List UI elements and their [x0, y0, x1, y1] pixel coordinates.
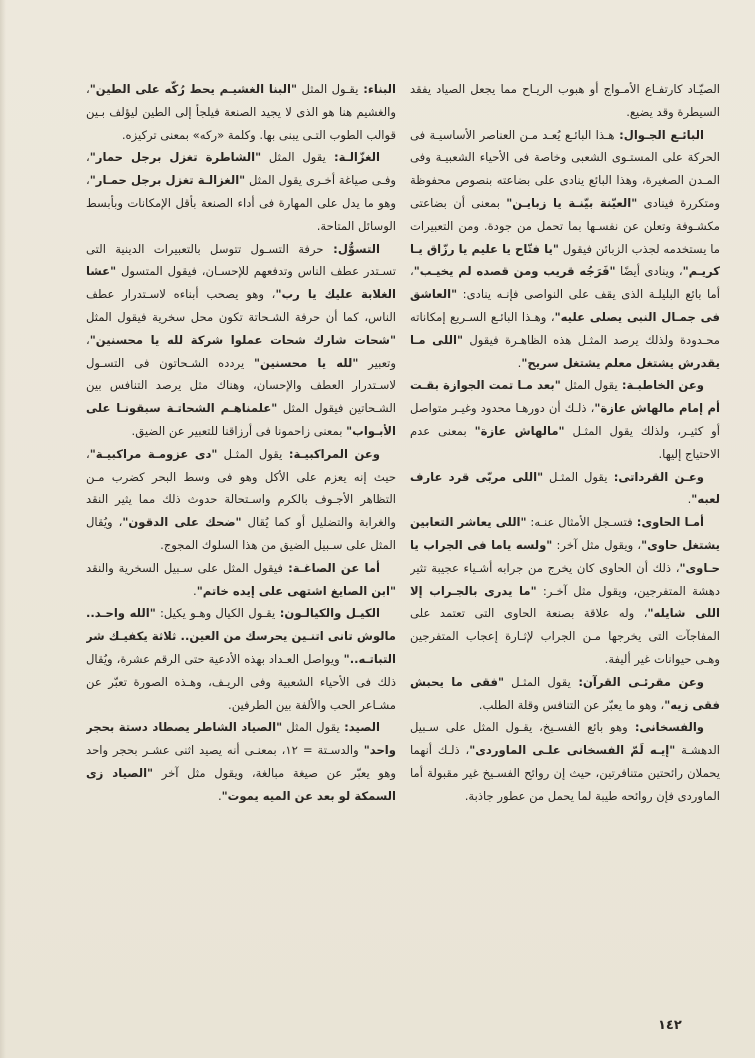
proverb-quote: "اللى مربّى قرد عارف لعبه"	[410, 469, 720, 507]
proverb-quote: "مالهاش عازة"	[474, 423, 565, 438]
proverb-quote: "ابن الصايغ اشتهى على إيده خاتم"	[196, 583, 396, 598]
body-text: هـذا البائـع يُعـد مـن العناصر الأساسيـة فى الحركة على المستـوى الشعبى وخاصة فى الأحياء الشعبيـة وفى المـدن الصغيرة، وهذا البائع ينادى على بضاعته بنصوص محفوظة ومتكررة فينادى	[410, 127, 720, 210]
body-text: .	[193, 583, 197, 598]
proverb-quote: "الصياد الشاطر يصطاد دستة بحجر واحد"	[86, 720, 396, 758]
left-text-column	[86, 78, 396, 1008]
body-text: يردده الشـحاتون فى التسـول لاسـتدرار العطف والإحسان، وهناك مثل يرصد التنافس بين الشـحاتين فيقول المثل	[86, 355, 396, 416]
section-term: التسوُّل:	[323, 241, 381, 256]
body-text: ، وهو ما يعبّر عن التنافس وقلة الطلب.	[478, 697, 665, 712]
body-text: بمعنى أن بضاعتى مكشـوفة وتعلن عن نفسـها بما تحمل من جودة. ومن التعبيرات ما يستخدمه لجذب الزبائن فيقول	[410, 195, 720, 256]
paragraph	[86, 146, 396, 237]
proverb-quote: "الله واحـد.. مالوش تانى اتنـين يحرسك من العين.. ثلاثة يكفيـك شر التباتـه.."	[86, 606, 396, 666]
body-text: ، وينادى أيضًا	[615, 264, 683, 279]
page-fold-shadow	[0, 0, 6, 1058]
body-text: ، وفـى صياغة أخـرى يقول المثل	[86, 150, 396, 188]
paragraph	[410, 466, 720, 512]
section-term: وعن مقرئـى القرآن:	[570, 674, 704, 689]
body-text: ، حيث إنه يعزم على الأكل وهو فى وسط البحر كضرب مـن التظاهر الأجـوف بالكرم واسـتحالة حدوث ذلك مما يثير النقد والغرابة والتضليل أو كما يُقال	[86, 446, 396, 530]
body-text: ، ذلـك أنهما يحملان رائحتين متنافرتين، حيث إن روائح الفسـيخ غير مقبولة أما الماوردى فإن روائحه طيبة لما يحمل من عطور جاذبة.	[410, 743, 720, 803]
proverb-quote: "البنا الغشيـم يحط رُكّه على الطين"	[89, 82, 298, 96]
proverb-quote: "ضحك على الدقون"	[122, 515, 242, 530]
section-term: البناء:	[358, 82, 396, 96]
body-text: ، وهو ما يدل على المهارة فى أداء الصنعة بأقل الإمكانات وبأبسط الوسائل المتاحة.	[86, 173, 396, 233]
body-text: بمعنى زاحمونا فى أرزاقنا للتعبير عن الضيق.	[131, 423, 347, 438]
section-term: أما عن الصاغـة:	[282, 560, 380, 575]
section-term: وعـن القرداتى:	[607, 469, 704, 484]
body-text: بمعنى عدم الاحتياج إليها.	[410, 423, 720, 461]
paragraph	[410, 671, 720, 717]
proverb-quote: "الغزالـة تغزل برجل حمـار"	[89, 173, 246, 188]
body-text: الصيّـاد كارتفـاع الأمـواج أو هبوب الريـاح مما يجعل الصياد يفقد السيطرة وقد يضيع.	[410, 82, 720, 119]
proverb-quote: "عشا الغلابة عليك يا رب"	[86, 264, 396, 302]
paragraph	[410, 124, 720, 375]
proverb-quote: "الصياد زى السمكة لو بعد عن الميه يموت"	[86, 765, 396, 803]
body-text: ، ويقول مثل آخر:	[552, 537, 642, 552]
body-text: يقـول الكيال وهـو يكيل:	[155, 606, 276, 621]
paragraph	[86, 78, 396, 146]
body-text: يقول المثل	[560, 378, 618, 393]
body-text: ، وهـذا البائـع السـريع إمكاناته محـدودة ولذلك يرصد المثـل هذه الظاهـرة فيقول	[410, 309, 720, 347]
proverb-quote: "شحات شارك شحات عملوا شركة لله يا محسنين"	[89, 332, 396, 347]
body-text: ، والغشيم هنا هو الذى لا يجيد الصنعة فيلجأ إلى الطين ليؤلف بـين قوالب الطوب التـى يبنى بها. وكلمة «ركه» بمعنى تركيزه.	[86, 82, 396, 142]
paragraph	[86, 716, 396, 807]
body-text: .	[687, 492, 692, 507]
proverb-quote: "فقى ما يحبش فقى زيه"	[410, 674, 720, 712]
body-text: .	[517, 355, 522, 370]
body-text: يقول المثـل	[217, 446, 283, 461]
paragraph	[86, 557, 396, 603]
paragraph	[86, 602, 396, 716]
section-term: أمـا الحاوى:	[632, 515, 704, 530]
paragraph	[86, 443, 396, 557]
body-text: ، وتعبير	[86, 332, 396, 370]
proverb-quote: "ما يدرى بالجـراب إلا اللى شايله"	[410, 583, 720, 621]
body-text: يقول المثل	[261, 150, 326, 165]
paragraph	[410, 511, 720, 671]
body-text: والدسـتة = ١٢، بمعنـى أنه يصيد اثنى عشـر بحجر واحد وهو يعبّر عن صيغة مبالغة، ويقول مثل آخر	[86, 743, 396, 780]
section-term: الكيـل والكيالـون:	[275, 606, 380, 621]
proverb-quote: "العيّنة بيّنـة يا زبايـن"	[506, 195, 638, 210]
body-text: ويواصل العـداد بهذه الأدعية حتى الرقم عشرة، ويُقال ذلك فى الأحياء الشعبية وفى الريـف، وهـذه الصورة تعبّر عن مشـاعر الحب والألفة بين الطرفين.	[86, 651, 396, 712]
proverb-quote: "اللى يعاشر التعابين يشتغل حاوى"	[410, 515, 720, 552]
proverb-quote: "فَرَجُه قريب ومن قصده لم يخيـب"	[413, 264, 616, 279]
proverb-quote: "دى عزومـة مراكبيـة"	[89, 446, 218, 461]
paragraph	[410, 716, 720, 807]
body-text: ، أما بائع البليلـة الذى يقف على النواصى فإنـه ينادى:	[410, 264, 720, 302]
proverb-quote: "يا فتّاح يا عليم يا رزّاق يـا كريـم"	[410, 241, 720, 279]
body-text: ، وله علاقة بصنعة الحاوى التى تعتمد على المفاجآت التى يخرجها مـن الجراب لإثـارة إعجاب المتفرجين وهـى حيوانات غير أليفة.	[410, 606, 720, 666]
body-text: .	[217, 788, 222, 803]
paragraph	[86, 238, 396, 443]
body-text: يقول المثـل	[504, 674, 571, 689]
proverb-quote: "ولسه ياما فى الجراب يا حـاوى"	[410, 537, 720, 575]
section-term: الغزّالـة:	[325, 150, 380, 165]
proverb-quote: "بعد مـا تمت الجوازة بقـت أم إمام مالهاش عازة"	[410, 378, 720, 416]
section-term: وعن الخاطبـة:	[617, 378, 704, 393]
body-text: ، ذلـك أن دورهـا محدود وغيـر متواصل أو كثيـر، ولذلك يقول المثـل	[410, 401, 720, 438]
proverb-quote: "لله يا محسنين"	[254, 355, 359, 370]
right-text-column	[410, 78, 720, 1008]
page-number: ١٤٢	[658, 1018, 682, 1033]
proverb-quote: "العاشق فى جمـال النبى يصلى عليه"	[410, 287, 720, 324]
section-term: والفسخانى:	[627, 720, 704, 735]
body-text: فتسـجل الأمثال عنـه:	[526, 515, 633, 530]
body-text: حرفة التسـول تتوسل بالتعبيرات الدينية التى تسـتدر عطف الناس وتدفعهم للإحسـان، فيقول المتسول	[86, 241, 396, 279]
body-text: يقـول المثل	[297, 82, 359, 96]
section-term: البائـع الجـوال:	[614, 127, 704, 142]
paragraph	[410, 78, 720, 124]
section-term: الصيد:	[339, 720, 380, 735]
body-text: يقول المثـل	[543, 469, 608, 484]
proverb-quote: "إيـه لَمّ الفسخانى علـى الماوردى"	[469, 743, 676, 758]
section-term: وعن المراكبيـة:	[282, 446, 381, 461]
body-text: فيقول المثل على سـبيل السخرية والنقد	[86, 560, 283, 575]
body-text: ، ويُقال المثل على سـبيل الضيق من هذا السلوك المجوج.	[86, 515, 396, 552]
paragraph	[410, 374, 720, 465]
body-text: ، وهو يصحب أبناءه لاسـتدرار عطف الناس، كما أن حرفة الشـحاتة تكون محل سخرية فيقول المثل	[86, 287, 396, 324]
proverb-quote: "الشاطرة تغزل برجل حمار"	[89, 150, 262, 165]
proverb-quote: "علمناهـم الشحاتـة سبقونـا على الأبـواب"	[86, 401, 396, 438]
proverb-quote: "اللى مـا يقدرش يشتغل معلم يشتغل سريح"	[410, 332, 720, 370]
body-text: وهو بائع الفسـيخ، يقـول المثل على سـبيل الدهشـة	[410, 720, 720, 758]
body-text: ، ذلك أن الحاوى كان يخرج من جرابه أشـياء عجيبة تثير دهشة المتفرجين، ويقول مثل آخـر:	[410, 560, 720, 598]
body-text: يقول المثل	[282, 720, 340, 735]
